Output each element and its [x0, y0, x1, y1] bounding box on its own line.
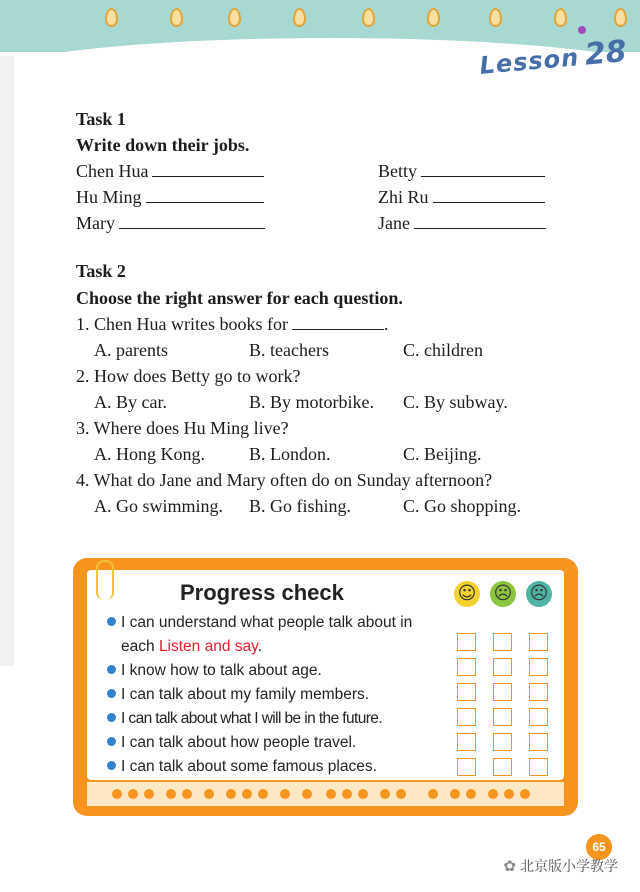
drop-icon: [614, 8, 627, 27]
self-rating-checkbox[interactable]: [529, 708, 548, 726]
self-rating-checkbox[interactable]: [493, 683, 512, 701]
answer-blank[interactable]: [146, 186, 264, 203]
self-rating-checkbox[interactable]: [457, 758, 476, 776]
person-name: Hu Ming: [76, 187, 142, 207]
drop-icon: [554, 8, 567, 27]
dot-icon: [578, 26, 586, 34]
check-item-text: I can talk about some famous places.: [121, 758, 377, 775]
answer-blank[interactable]: [421, 160, 545, 177]
bead-icon: [380, 789, 390, 799]
drop-icon: [105, 8, 118, 27]
option-c[interactable]: C. children: [403, 340, 483, 360]
paperclip-icon: [96, 560, 114, 600]
bead-icon: [182, 789, 192, 799]
bullet-icon: [107, 713, 116, 722]
self-rating-checkbox[interactable]: [457, 733, 476, 751]
bead-icon: [520, 789, 530, 799]
bead-icon: [302, 789, 312, 799]
check-item-text: .: [257, 638, 263, 655]
job-row: [76, 212, 265, 234]
check-item: [107, 684, 369, 706]
bead-icon: [112, 789, 122, 799]
self-rating-checkbox[interactable]: [493, 733, 512, 751]
person-name: Jane: [378, 213, 410, 233]
person-name: Mary: [76, 213, 115, 233]
answer-blank[interactable]: [119, 212, 265, 229]
bead-icon: [242, 789, 252, 799]
answer-blank[interactable]: [433, 186, 545, 203]
option-c[interactable]: C. Go shopping.: [403, 496, 522, 516]
question-text: 4. What do Jane and Mary often do on Sunday afternoon?: [76, 470, 493, 490]
bead-icon: [342, 789, 352, 799]
progress-check-title: Progress check: [180, 580, 344, 605]
option-b[interactable]: B. Go fishing.: [249, 496, 352, 516]
check-item-text: each: [121, 638, 155, 655]
bead-icon: [204, 789, 214, 799]
self-rating-checkbox[interactable]: [529, 758, 548, 776]
lesson-number: 28: [582, 34, 628, 73]
neutral-face-icon: ☹: [490, 581, 516, 607]
check-item-text: I can talk about my family members.: [121, 686, 370, 703]
bead-icon: [396, 789, 406, 799]
person-name: Chen Hua: [76, 161, 149, 181]
option-a[interactable]: A. parents: [94, 340, 168, 360]
bead-icon: [358, 789, 368, 799]
task1-instruction: Write down their jobs.: [76, 135, 250, 155]
option-c[interactable]: C. Beijing.: [403, 444, 482, 464]
job-row: [76, 186, 264, 208]
lesson-word: Lesson: [478, 43, 580, 80]
job-row: [378, 186, 545, 208]
page-number: 65: [586, 834, 612, 860]
person-name: Zhi Ru: [378, 187, 429, 207]
drop-icon: [362, 8, 375, 27]
check-item: [107, 612, 412, 634]
check-item: [107, 708, 382, 730]
bullet-icon: [107, 761, 116, 770]
watermark: [503, 856, 618, 876]
wechat-icon: ✿: [503, 857, 516, 875]
bullet-icon: [107, 665, 116, 674]
task1-title: Task 1: [76, 109, 126, 129]
self-rating-checkbox[interactable]: [493, 708, 512, 726]
bead-icon: [466, 789, 476, 799]
drop-icon: [170, 8, 183, 27]
answer-blank[interactable]: [414, 212, 546, 229]
listen-and-say-label: Listen and say: [158, 638, 258, 655]
check-item-text: I can talk about what I will be in the future.: [121, 710, 383, 727]
question-suffix: .: [383, 314, 389, 334]
check-item-continued: [121, 636, 262, 658]
answer-blank[interactable]: [152, 160, 264, 177]
check-item: [107, 732, 356, 754]
check-item: [107, 756, 377, 778]
self-rating-checkbox[interactable]: [457, 683, 476, 701]
task2-title: Task 2: [76, 261, 126, 281]
bead-icon: [128, 789, 138, 799]
bead-icon: [504, 789, 514, 799]
bullet-icon: [107, 617, 116, 626]
question-text: 1. Chen Hua writes books for: [76, 314, 288, 334]
bead-icon: [226, 789, 236, 799]
option-b[interactable]: B. By motorbike.: [249, 392, 374, 412]
drop-icon: [228, 8, 241, 27]
self-rating-checkbox[interactable]: [457, 633, 476, 651]
bead-icon: [166, 789, 176, 799]
task2-instruction: Choose the right answer for each question.: [76, 288, 403, 308]
happy-face-icon: ☺: [454, 581, 480, 607]
self-rating-checkbox[interactable]: [493, 633, 512, 651]
bead-icon: [488, 789, 498, 799]
self-rating-checkbox[interactable]: [457, 658, 476, 676]
drop-icon: [293, 8, 306, 27]
sad-face-icon: ☹: [526, 581, 552, 607]
bead-icon: [450, 789, 460, 799]
option-c[interactable]: C. By subway.: [403, 392, 508, 412]
check-item: [107, 660, 322, 682]
self-rating-checkbox[interactable]: [529, 683, 548, 701]
answer-blank[interactable]: [292, 313, 384, 330]
self-rating-checkbox[interactable]: [529, 633, 548, 651]
self-rating-checkbox[interactable]: [493, 658, 512, 676]
question: [76, 313, 388, 335]
bead-icon: [428, 789, 438, 799]
bullet-icon: [107, 737, 116, 746]
bead-icon: [144, 789, 154, 799]
drop-icon: [489, 8, 502, 27]
self-rating-checkbox[interactable]: [529, 733, 548, 751]
question-text: 2. How does Betty go to work?: [76, 366, 301, 386]
drop-icon: [427, 8, 440, 27]
question-text: 3. Where does Hu Ming live?: [76, 418, 289, 438]
person-name: Betty: [378, 161, 417, 181]
option-b[interactable]: B. teachers: [249, 340, 329, 360]
bullet-icon: [107, 689, 116, 698]
self-rating-checkbox[interactable]: [457, 708, 476, 726]
job-row: [378, 160, 545, 182]
option-a[interactable]: A. Hong Kong.: [94, 444, 205, 464]
option-b[interactable]: B. London.: [249, 444, 331, 464]
bead-icon: [258, 789, 268, 799]
self-rating-checkbox[interactable]: [493, 758, 512, 776]
option-a[interactable]: A. Go swimming.: [94, 496, 224, 516]
job-row: [76, 160, 264, 182]
check-item-text: I can talk about how people travel.: [121, 734, 357, 751]
check-item-text: I know how to talk about age.: [121, 662, 322, 679]
job-row: [378, 212, 546, 234]
check-item-text: I can understand what people talk about in: [121, 614, 413, 631]
bead-icon: [326, 789, 336, 799]
watermark-text: 北京版小学教学: [520, 859, 618, 875]
option-a[interactable]: A. By car.: [94, 392, 167, 412]
page-edge: [0, 56, 14, 666]
bead-icon: [280, 789, 290, 799]
self-rating-checkbox[interactable]: [529, 658, 548, 676]
